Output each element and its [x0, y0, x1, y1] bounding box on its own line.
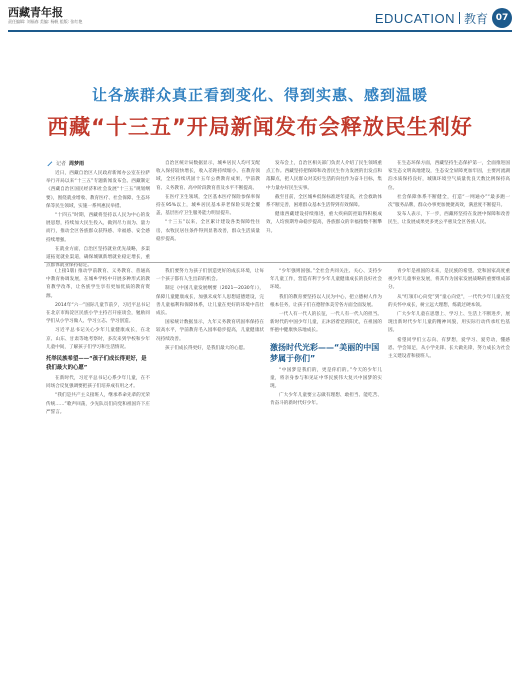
paragraph: 国家统计数据显示，九年义务教育巩固率保持在较高水平，学前教育毛入园率稳步提高，儿童健康状况持续改善。	[156, 320, 264, 342]
paragraph: “我们是共产主义接班人，继承革命先辈的光荣传统……”歌声回荡，少先队员们向党和祖国许下庄严誓言。	[46, 393, 150, 415]
paragraph: 从“红领巾心向党”到“童心向党”，一代代少年儿童在党的关怀中成长，树立远大理想，练就过硬本领。	[388, 294, 510, 308]
subheading: 托举民族希望——“孩子们成长得更好，是我们最大的心愿”	[46, 356, 147, 372]
byline-label: 记者	[56, 161, 67, 167]
lower-column-4	[388, 268, 510, 693]
paragraph: “中国梦是我们的，更是你们的。”今天的少年儿童，将亲身参与和见证中华民族伟大复兴中国梦的实现。	[270, 367, 382, 390]
paragraph: 健康西藏建设持续推进，重大疾病防控取得积极成效，人均预期寿命稳步提高，各族群众的幸福指数不断攀升。	[266, 212, 382, 234]
lower-column-3	[270, 268, 382, 693]
paragraph: 2014年“六一”国际儿童节前夕，习近平总书记在北京市海淀区民族小学主持召开座谈会，勉励同学们从小学习做人、学习立志、学习创造。	[46, 302, 150, 325]
paragraph: “十三五”以来，全区累计建设各类保障性住房，农牧民居住条件得到显著改善，群众生活质量稳步提高。	[156, 220, 260, 242]
editor-credits: 责任编辑: 刘福春 美编: 杨帆 组版: 张红艳	[8, 19, 83, 24]
paragraph: 发布人表示，下一步，西藏将坚持在发展中保障和改善民生，让发展成果更多更公平惠及全区各族人民。	[388, 212, 510, 226]
upper-column-3	[266, 160, 382, 260]
paragraph: 一代人有一代人的长征，一代人有一代人的担当。新时代的中国少年儿童，正沐浴着党的阳光，在祖国的怀抱中健康快乐地成长。	[270, 312, 382, 334]
section-divider	[459, 12, 460, 24]
section-header	[375, 8, 512, 28]
page-number-badge: 07	[492, 8, 512, 28]
upper-column-2	[156, 160, 260, 260]
byline-name: 周梦雨	[69, 161, 85, 167]
byline	[46, 160, 84, 167]
paragraph: 截至目前，全区城乡低保标准逐年提高，社会救助体系不断完善，困难群众基本生活得到有效保障。	[266, 194, 382, 209]
upper-column-4	[388, 160, 510, 260]
paragraph: 制定《中国儿童发展纲要（2021—2030年）》，保障儿童健康成长，加强未成年人思想道德建设，完善儿童福利和保障体系，让儿童在更好的环境中茁壮成长。	[156, 286, 264, 317]
subheading: 激扬时代光彩——“美丽的中国梦属于你们”	[270, 342, 380, 363]
paragraph: 我们要努力为孩子们创造更好的成长环境，让每一个孩子都有人生出彩的机会。	[156, 269, 264, 283]
paragraph: 广大少年儿童在思想上、学习上、生活上不断进步，展现出新时代少年儿童的精神风貌，用实际行动传承红色基因。	[388, 312, 510, 334]
paragraph: 在医疗卫生领域，全区基本医疗保险参保率保持在95%以上，城乡居民基本养老保险实现全覆盖，基层医疗卫生服务能力明显提升。	[156, 194, 260, 217]
paragraph: 在就业方面，自治区坚持就业优先战略，多渠道拓宽就业渠道，确保城镇新增就业稳定增长，重点群体就业保持稳定。	[46, 246, 150, 269]
main-headline: 西藏“十三五”开局新闻发布会释放民生利好	[47, 115, 473, 139]
paragraph: 在新时代，习近平总书记心系少年儿童，在不同场合反复强调要把孩子们培养成有用之才。	[46, 376, 150, 390]
paragraph: 广大少年儿童要立志做有理想、敢担当、能吃苦、肯奋斗的新时代好少年。	[270, 393, 382, 407]
paragraph: 我们的教育要坚持以人民为中心，把立德树人作为根本任务，让孩子们在德智体美劳各方面全面发展。	[270, 294, 382, 308]
paragraph: “十四五”时期，西藏将坚持以人民为中心的发展思想，持续加大民生投入，做到尽力而为、量力而行，推动全区各族群众获得感、幸福感、安全感持续增强。	[46, 213, 150, 243]
lower-column-1	[46, 268, 150, 693]
paragraph: 希望同学们立志向、有梦想，爱学习、爱劳动，懂感恩、学会知足，从小学先锋、长大做先锋，努力成长为社会主义建设者和接班人。	[388, 337, 510, 360]
lower-column-2	[156, 268, 264, 693]
paragraph: 在生态环保方面，西藏坚持生态保护第一，全面推进国家生态文明高地建设，生态安全屏障更加牢固，主要河流湖泊水质保持良好，城镇环境空气质量优良天数比例保持高位。	[388, 161, 510, 191]
paragraph: 习近平总书记关心少年儿童健康成长，在北京、山东、甘肃等地考察时，多次来到学校和少年儿童中间，了解孩子们学习和生活情况。	[46, 328, 150, 350]
paragraph: “少年强则国强。”全社会共同关注、关心、支持少年儿童工作，营造有利于少年儿童健康成长的良好社会环境。	[270, 269, 382, 291]
newspaper-title: 西藏青年报	[8, 6, 63, 19]
pen-icon	[46, 160, 53, 167]
paragraph: 发布会上，自治区相关部门负责人介绍了民生领域重点工作。西藏坚持把保障和改善民生作为发展的出发点和落脚点，把人民群众对美好生活的向往作为奋斗目标，集中力量办好民生实事。	[266, 161, 382, 191]
paragraph: 近日，西藏自治区人民政府新闻办公室在拉萨举行开局以来“十三五”专题新闻发布会。西藏制定《西藏自治区国民经济和社会发展“十三五”规划纲要》，围绕就业增收、教育医疗、社会保障、生态环保等民生领域，实施一系列惠民举措。	[46, 171, 150, 209]
upper-column-1	[46, 170, 150, 269]
paragraph: 自治区统计局数据显示，城乡居民人均可支配收入保持较快增长，收入差距持续缩小。在教育领域，全区持续巩固十五年公费教育成果，学前教育、义务教育、高中阶段教育普及水平不断提高。	[156, 161, 260, 191]
paragraph: 社会保障体系不断健全，打造“一网通办”“最多跑一次”服务品牌，群众办事更加便捷高效，满意度不断提升。	[388, 194, 510, 209]
paragraph: 孩子们成长得更好，是我们最大的心愿。	[165, 345, 248, 351]
kicker-headline: 让各族群众真正看到变化、得到实惠、感到温暖	[91, 86, 428, 104]
masthead-rule	[8, 30, 512, 32]
section-cn: 教育	[463, 11, 488, 26]
section-divider-line	[44, 262, 510, 263]
section-en: EDUCATION	[374, 10, 455, 26]
paragraph: (上接1版) 推动学前教育、义务教育、普通高中教育协调发展，在城乡学校中开展多种形式的教育教学改革，让各族学生享有更加优质的教育资源。	[46, 269, 150, 299]
paragraph: 青少年是祖国的未来，是民族的希望。党和国家高度重视少年儿童事业发展，将其作为国家发展战略的重要组成部分。	[388, 269, 510, 291]
masthead	[0, 0, 520, 30]
